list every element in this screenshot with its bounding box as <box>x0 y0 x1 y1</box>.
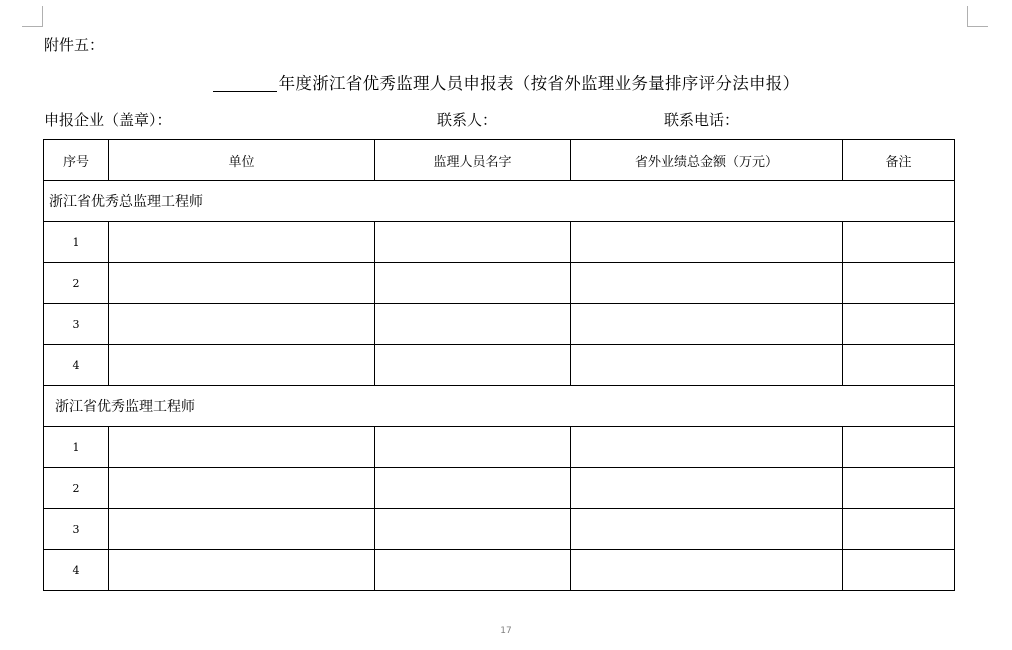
page-corner-mark-top-left <box>22 6 43 27</box>
amount-cell[interactable] <box>571 345 843 386</box>
name-cell[interactable] <box>375 222 571 263</box>
name-cell[interactable] <box>375 304 571 345</box>
remarks-cell[interactable] <box>843 427 955 468</box>
table-header-row <box>44 140 955 181</box>
amount-cell[interactable] <box>571 304 843 345</box>
amount-cell[interactable] <box>571 263 843 304</box>
unit-cell[interactable] <box>109 550 375 591</box>
name-cell[interactable] <box>375 263 571 304</box>
remarks-cell[interactable] <box>843 222 955 263</box>
amount-cell[interactable] <box>571 468 843 509</box>
table-row <box>44 468 955 509</box>
row-number: 3 <box>44 304 109 345</box>
remarks-cell[interactable] <box>843 304 955 345</box>
row-number: 4 <box>44 345 109 386</box>
unit-cell[interactable] <box>109 468 375 509</box>
application-table <box>43 139 955 591</box>
remarks-cell[interactable] <box>843 263 955 304</box>
row-number: 2 <box>44 468 109 509</box>
amount-cell[interactable] <box>571 550 843 591</box>
row-number: 4 <box>44 550 109 591</box>
phone-label: 联系电话： <box>664 111 740 129</box>
table-row <box>44 222 955 263</box>
page-corner-mark-top-right <box>967 6 988 27</box>
section-title: 浙江省优秀总监理工程师 <box>44 181 955 222</box>
page-number: 17 <box>500 626 512 636</box>
contact-label: 联系人： <box>437 111 498 129</box>
row-number: 1 <box>44 427 109 468</box>
header-supervisor-name: 监理人员名字 <box>375 140 571 181</box>
year-blank-line <box>213 75 277 92</box>
amount-cell[interactable] <box>571 222 843 263</box>
name-cell[interactable] <box>375 468 571 509</box>
annex-label: 附件五： <box>44 36 105 54</box>
unit-cell[interactable] <box>109 509 375 550</box>
table-row <box>44 263 955 304</box>
name-cell[interactable] <box>375 509 571 550</box>
section-row-engineer <box>44 386 955 427</box>
unit-cell[interactable] <box>109 304 375 345</box>
name-cell[interactable] <box>375 345 571 386</box>
form-title <box>0 70 1012 94</box>
unit-cell[interactable] <box>109 222 375 263</box>
name-cell[interactable] <box>375 427 571 468</box>
remarks-cell[interactable] <box>843 468 955 509</box>
header-seq: 序号 <box>44 140 109 181</box>
row-number: 3 <box>44 509 109 550</box>
table-row <box>44 427 955 468</box>
name-cell[interactable] <box>375 550 571 591</box>
header-unit: 单位 <box>109 140 375 181</box>
unit-cell[interactable] <box>109 263 375 304</box>
table-row <box>44 550 955 591</box>
unit-cell[interactable] <box>109 345 375 386</box>
form-title-text: 年度浙江省优秀监理人员申报表（按省外监理业务量排序评分法申报） <box>278 74 800 93</box>
section-row-chief-engineer <box>44 181 955 222</box>
company-label: 申报企业（盖章）： <box>44 111 172 129</box>
remarks-cell[interactable] <box>843 509 955 550</box>
row-number: 2 <box>44 263 109 304</box>
header-out-of-province-amount: 省外业绩总金额（万元） <box>571 140 843 181</box>
remarks-cell[interactable] <box>843 345 955 386</box>
unit-cell[interactable] <box>109 427 375 468</box>
remarks-cell[interactable] <box>843 550 955 591</box>
table-row <box>44 509 955 550</box>
row-number: 1 <box>44 222 109 263</box>
amount-cell[interactable] <box>571 427 843 468</box>
amount-cell[interactable] <box>571 509 843 550</box>
table-row <box>44 345 955 386</box>
table-row <box>44 304 955 345</box>
section-title: 浙江省优秀监理工程师 <box>44 386 955 427</box>
header-remarks: 备注 <box>843 140 955 181</box>
